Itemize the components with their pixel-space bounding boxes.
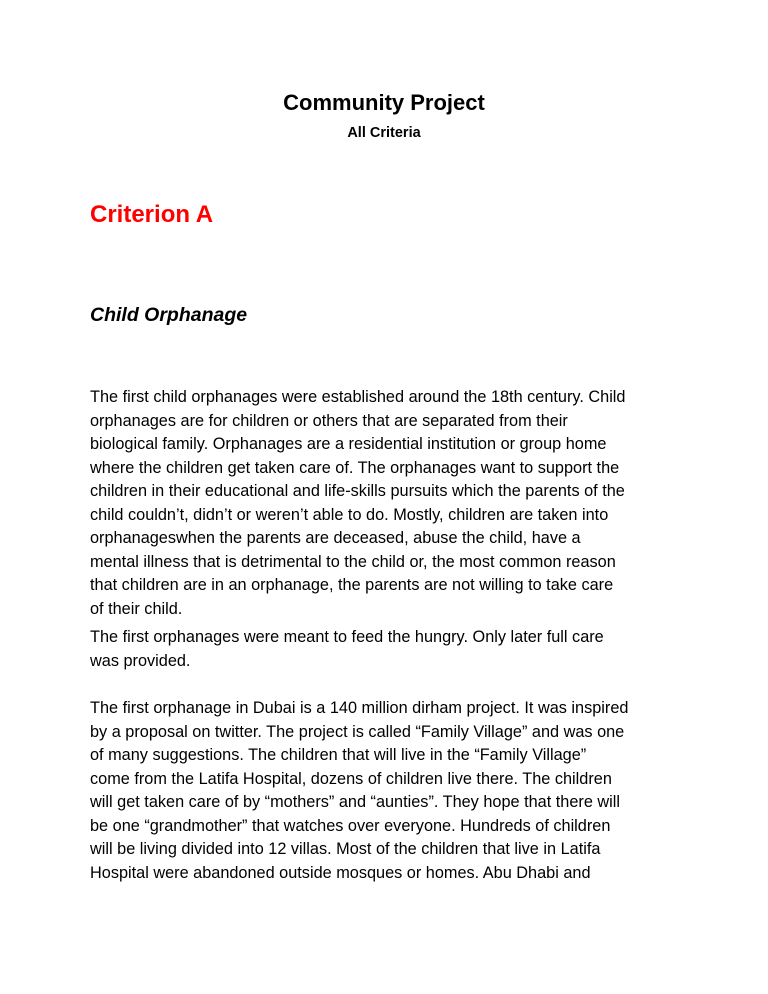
paragraph-line: of their child. (90, 599, 183, 618)
paragraph-line: of many suggestions. The children that will live in the “Family Village” (90, 746, 587, 764)
paragraph-1 (90, 386, 690, 621)
paragraph-line: will be living divided into 12 villas. Most of the children that live in Latifa (90, 840, 601, 858)
paragraph-line: The first orphanages were meant to feed the hungry. Only later full care (90, 628, 604, 646)
paragraph-line: will get taken care of by “mothers” and “aunties”. They hope that there will (90, 793, 621, 811)
paragraph-line: child couldn’t, didn’t or weren’t able to do. Mostly, children are taken into (90, 505, 609, 524)
paragraph-line: orphanageswhen the parents are deceased, abuse the child, have a (90, 529, 581, 547)
paragraph-3 (90, 697, 690, 885)
page-title: Community Project (283, 90, 485, 115)
page-subtitle: All Criteria (347, 125, 421, 141)
paragraph-line: where the children get taken care of. The orphanages want to support the (90, 458, 620, 477)
paragraph-line: mental illness that is detrimental to the child or, the most common reason (90, 552, 616, 571)
paragraph-line: The first child orphanages were established around the 18th century. Child (90, 388, 626, 406)
paragraph-line: children in their educational and life-skills pursuits which the parents of the (90, 482, 625, 500)
paragraph-line: that children are in an orphanage, the parents are not willing to take care (90, 576, 614, 594)
criterion-heading: Criterion A (90, 201, 214, 228)
paragraph-line: come from the Latifa Hospital, dozens of children live there. The children (90, 769, 612, 788)
paragraph-line: was provided. (90, 651, 191, 670)
paragraph-line: The first orphanage in Dubai is a 140 million dirham project. It was inspired (90, 699, 629, 717)
paragraph-2 (90, 626, 690, 673)
paragraph-line: Hospital were abandoned outside mosques or homes. Abu Dhabi and (90, 863, 591, 882)
paragraph-line: be one “grandmother” that watches over everyone. Hundreds of children (90, 816, 611, 835)
paragraph-line: biological family. Orphanages are a residential institution or group home (90, 435, 607, 453)
paragraph-line: by a proposal on twitter. The project is called “Family Village” and was one (90, 722, 625, 741)
paragraph-line: orphanages are for children or others that are separated from their (90, 411, 568, 430)
section-heading: Child Orphanage (90, 304, 248, 326)
